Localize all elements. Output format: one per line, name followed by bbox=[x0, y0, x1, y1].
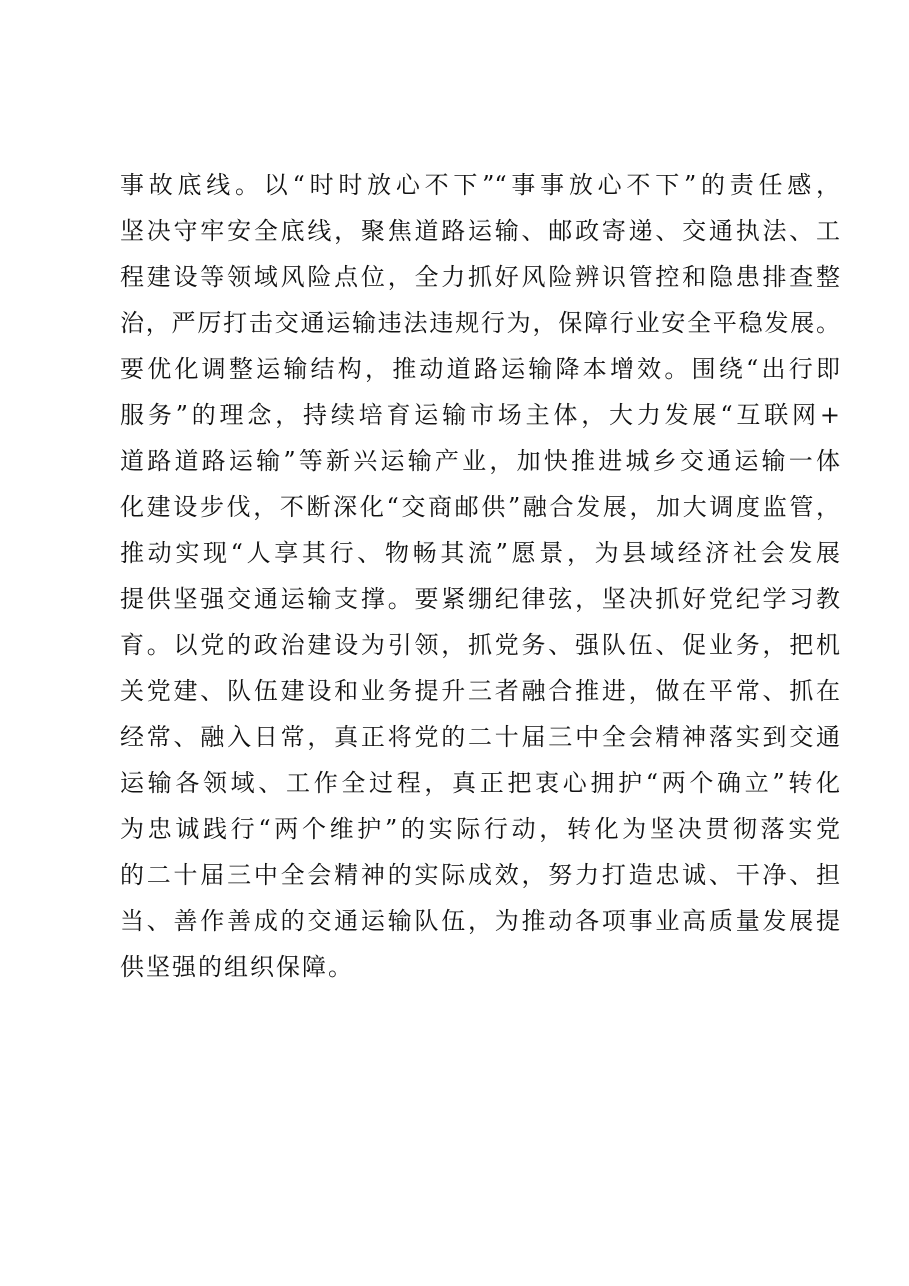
paragraph-line: 运输各领域、工作全过程，真正把衷心拥护“两个确立”转化 bbox=[120, 769, 840, 797]
paragraph-line: 道路道路运输”等新兴运输产业，加快推进城乡交通运输一体 bbox=[120, 447, 840, 475]
paragraph-line: 化建设步伐，不断深化“交商邮供”融合发展，加大调度监管， bbox=[120, 493, 840, 521]
paragraph-line: 服务”的理念，持续培育运输市场主体，大力发展“互联网+ bbox=[120, 401, 840, 429]
paragraph-line: 的二十届三中全会精神的实际成效，努力打造忠诚、干净、担 bbox=[120, 861, 840, 889]
paragraph-line: 经常、融入日常，真正将党的二十届三中全会精神落实到交通 bbox=[120, 723, 840, 751]
paragraph-line: 要优化调整运输结构，推动道路运输降本增效。围绕“出行即 bbox=[120, 355, 840, 383]
paragraph-line: 提供坚强交通运输支撑。要紧绷纪律弦，坚决抓好党纪学习教 bbox=[120, 585, 840, 613]
body-paragraph bbox=[120, 162, 840, 990]
paragraph-line: 当、善作善成的交通运输队伍，为推动各项事业高质量发展提 bbox=[120, 907, 840, 935]
paragraph-line: 推动实现“人享其行、物畅其流”愿景，为县域经济社会发展 bbox=[120, 539, 840, 567]
paragraph-line: 事故底线。以“时时放心不下”“事事放心不下”的责任感， bbox=[120, 171, 840, 199]
paragraph-line: 程建设等领域风险点位，全力抓好风险辨识管控和隐患排查整 bbox=[120, 263, 840, 291]
paragraph-line: 为忠诚践行“两个维护”的实际行动，转化为坚决贯彻落实党 bbox=[120, 815, 840, 843]
paragraph-line: 关党建、队伍建设和业务提升三者融合推进，做在平常、抓在 bbox=[120, 677, 840, 705]
paragraph-line: 育。以党的政治建设为引领，抓党务、强队伍、促业务，把机 bbox=[120, 631, 840, 659]
paragraph-line: 治，严厉打击交通运输违法违规行为，保障行业安全平稳发展。 bbox=[120, 309, 840, 337]
paragraph-line: 坚决守牢安全底线，聚焦道路运输、邮政寄递、交通执法、工 bbox=[120, 217, 840, 245]
paragraph-line: 供坚强的组织保障。 bbox=[120, 953, 354, 981]
